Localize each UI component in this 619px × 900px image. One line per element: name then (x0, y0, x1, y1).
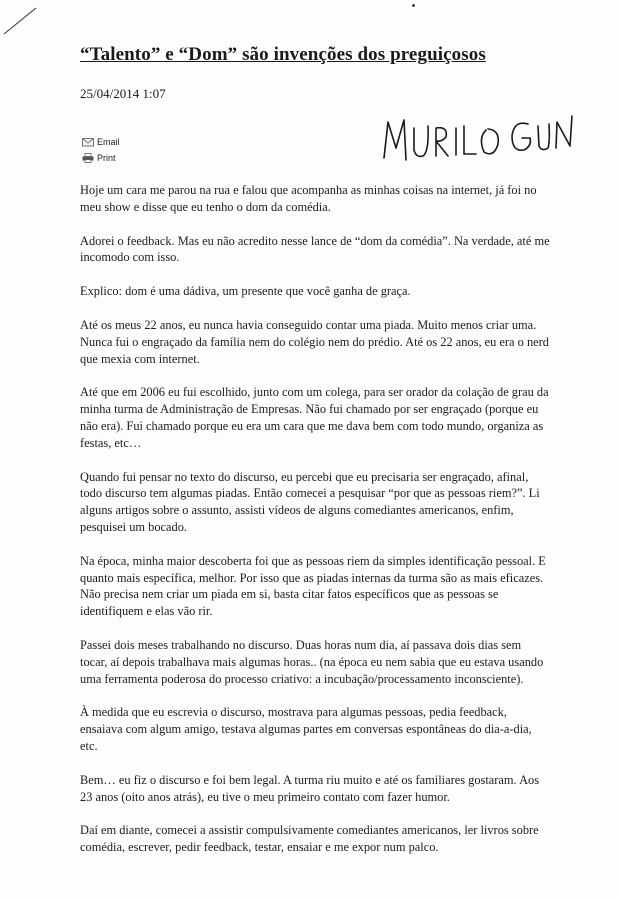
paragraph: Até que em 2006 eu fui escolhido, junto com um colega, para ser orador da colação de grau da minha turma de Administração de Empresas. Não fui chamado por ser engraçado (porque eu não era). Fui chamado porque eu era um cara que me dava bem com todo mundo, organiza as festas, etc… (80, 385, 549, 450)
print-label: Print (97, 153, 116, 163)
article-date: 25/04/2014 1:07 (80, 86, 166, 101)
scan-mark (2, 6, 42, 36)
article-body (80, 182, 550, 873)
handwritten-signature (378, 108, 578, 166)
article-title: “Talento” e “Dom” são invenções dos preguiçosos (80, 44, 486, 65)
paragraph: Até os meus 22 anos, eu nunca havia conseguido contar uma piada. Muito menos criar uma. Nunca fui o engraçado da família nem do colégio nem do prédio. Até os 22 anos, eu era o nerd que mexia com internet. (80, 317, 549, 366)
paragraph: Passei dois meses trabalhando no discurso. Duas horas num dia, aí passava dois dias sem tocar, aí depois trabalhava mais algumas horas.. (na época eu nem sabia que eu estava usando uma ferramenta poderosa do processo criativo: a incubação/processamento inconsciente). (80, 637, 544, 686)
email-label: Email (97, 137, 120, 147)
paragraph: Explico: dom é uma dádiva, um presente que você ganha de graça. (80, 284, 411, 299)
paragraph: Na época, minha maior descoberta foi que as pessoas riem da simples identificação pessoal. E quanto mais específica, melhor. Por isso que as piadas internas da turma são as mais eficazes. Não precisa nem criar um piada em si, basta citar fatos específicos que as pessoas se identifiquem e elas vão rir. (80, 553, 546, 619)
print-button[interactable] (82, 152, 116, 164)
print-icon (82, 153, 94, 163)
paragraph: Daí em diante, comecei a assistir compulsivamente comediantes americanos, ler livros sobre comédia, escrever, pedir feedback, testar, ensaiar e me expor num palco. (80, 823, 539, 855)
paragraph: Hoje um cara me parou na rua e falou que acompanha as minhas coisas na internet, já foi no meu show e disse que eu tenho o dom da comédia. (80, 183, 537, 214)
paragraph: À medida que eu escrevia o discurso, mostrava para algumas pessoas, pedia feedback, ensaiava com algum amigo, testava algumas partes em conversas espontâneas do dia-a-dia, etc. (80, 705, 532, 753)
scan-dot (412, 4, 415, 7)
paragraph: Quando fui pensar no texto do discurso, eu percebi que eu precisaria ser engraçado, afinal, todo discurso tem algumas piadas. Então comecei a pesquisar “por que as pessoas riem?”. Li alguns artigos sobre o assunto, assisti vídeos de alguns comediantes americanos, enfim, pesquisei um bocado. (80, 469, 540, 534)
paragraph: Adorei o feedback. Mas eu não acredito nesse lance de “dom da comédia”. Na verdade, até me incomodo com isso. (80, 233, 550, 265)
paragraph: Bem… eu fiz o discurso e foi bem legal. A turma riu muito e até os familiares gostaram. Aos 23 anos (oito anos atrás), eu tive o meu primeiro contato com fazer humor. (80, 772, 540, 804)
email-button[interactable] (82, 136, 120, 148)
email-icon (82, 137, 94, 147)
